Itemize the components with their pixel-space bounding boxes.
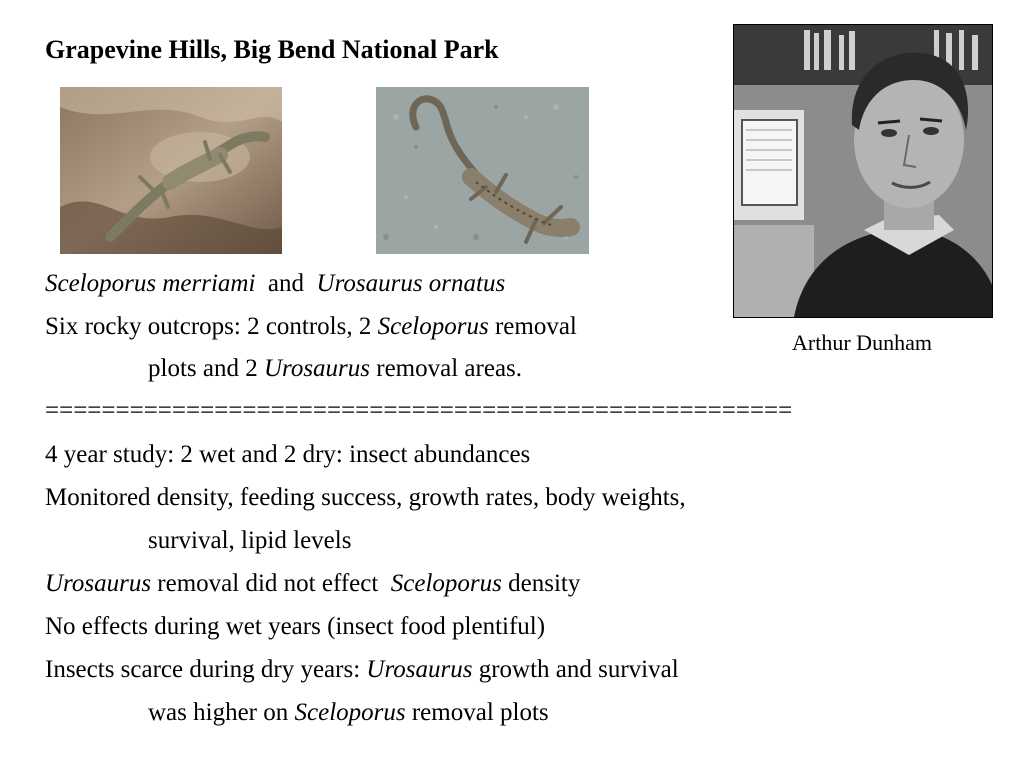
lizard-rock-photo [60, 87, 282, 254]
dry-line-1 [45, 654, 679, 686]
dry-2-prefix: was higher on [148, 699, 289, 726]
dry-1-prefix: Insects scarce during dry years: [45, 656, 361, 683]
species-b: Urosaurus ornatus [316, 270, 506, 297]
species-a: Sceloporus merriami [45, 270, 256, 297]
study-line: 4 year study: 2 wet and 2 dry: insect abundances [45, 441, 531, 468]
portrait-caption: Arthur Dunham [792, 330, 932, 355]
removal-genus-b: Sceloporus [390, 570, 502, 597]
removal-suffix: density [508, 570, 581, 597]
arthur-dunham-portrait [733, 24, 993, 318]
removal-line [45, 568, 580, 600]
lizard-gravel-photo [376, 87, 589, 254]
design-1-genus: Sceloporus [377, 313, 489, 340]
design-2-suffix: removal areas. [376, 355, 523, 382]
dry-1-suffix: growth and survival [478, 656, 679, 683]
separator-line: ===================================================== [45, 397, 793, 424]
monitored-line-2: survival, lipid levels [148, 527, 352, 554]
removal-middle: removal did not effect [157, 570, 379, 597]
dry-1-genus: Urosaurus [366, 656, 473, 683]
wet-years-line: No effects during wet years (insect food plentiful) [45, 613, 546, 640]
design-1-suffix: removal [494, 313, 577, 340]
design-line-1 [45, 311, 577, 343]
design-2-genus: Urosaurus [263, 355, 371, 382]
removal-genus-a: Urosaurus [45, 570, 152, 597]
design-2-prefix: plots and 2 [148, 355, 258, 382]
dry-2-genus: Sceloporus [294, 699, 406, 726]
design-1-prefix: Six rocky outcrops: 2 controls, 2 [45, 313, 372, 340]
species-connector: and [267, 270, 305, 297]
dry-line-2 [148, 697, 549, 729]
species-line [45, 268, 505, 300]
monitored-line-1: Monitored density, feeding success, growth rates, body weights, [45, 484, 686, 511]
design-line-2 [148, 353, 522, 385]
dry-2-suffix: removal plots [411, 699, 549, 726]
slide-title: Grapevine Hills, Big Bend National Park [45, 35, 499, 64]
